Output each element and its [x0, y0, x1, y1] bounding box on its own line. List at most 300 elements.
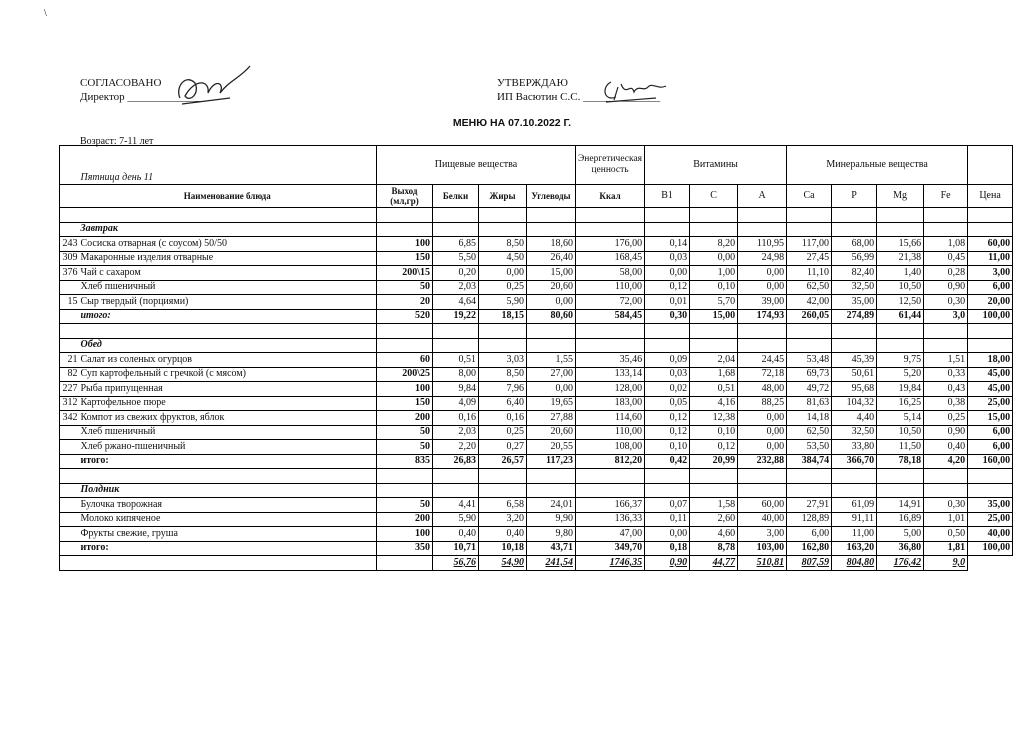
grand-fe: 9,0 — [924, 556, 968, 571]
empty-cell — [968, 469, 1013, 484]
empty-cell — [877, 469, 924, 484]
total-output: 835 — [377, 454, 433, 469]
dish-name: Компот из свежих фруктов, яблок — [79, 411, 377, 426]
empty-cell — [79, 469, 377, 484]
price: 25,00 — [968, 512, 1013, 527]
fat: 0,25 — [479, 280, 527, 295]
kcal: 72,00 — [576, 295, 645, 310]
total-a: 232,88 — [738, 454, 787, 469]
fat: 0,16 — [479, 411, 527, 426]
group-nutrients: Пищевые вещества — [377, 146, 576, 185]
vit-b1: 0,00 — [645, 266, 690, 281]
recipe-number: 227 — [60, 382, 79, 397]
fat: 6,58 — [479, 498, 527, 513]
ca: 69,73 — [787, 367, 832, 382]
total-b1: 0,18 — [645, 541, 690, 556]
vit-a: 48,00 — [738, 382, 787, 397]
empty-cell — [377, 324, 433, 339]
table-row — [60, 237, 1013, 252]
empty-cell — [479, 208, 527, 223]
kcal: 110,00 — [576, 280, 645, 295]
empty-cell — [787, 222, 832, 237]
age-label: Возраст: 7-11 лет — [80, 136, 154, 147]
mg: 15,66 — [877, 237, 924, 252]
fat: 0,00 — [479, 266, 527, 281]
vit-c: 0,51 — [690, 382, 738, 397]
price: 25,00 — [968, 396, 1013, 411]
total-kcal: 349,70 — [576, 541, 645, 556]
vit-a: 110,95 — [738, 237, 787, 252]
vit-b1: 0,07 — [645, 498, 690, 513]
section-title: Полдник — [79, 483, 377, 498]
table-row — [60, 411, 1013, 426]
recipe-number: 243 — [60, 237, 79, 252]
table-row — [60, 440, 1013, 455]
p: 33,80 — [832, 440, 877, 455]
empty-cell — [787, 208, 832, 223]
empty-cell — [968, 556, 1013, 571]
kcal: 166,37 — [576, 498, 645, 513]
empty-cell — [527, 338, 576, 353]
total-fe: 3,0 — [924, 309, 968, 324]
vit-c: 8,20 — [690, 237, 738, 252]
empty-cell — [690, 469, 738, 484]
empty-cell — [79, 324, 377, 339]
empty-cell — [877, 338, 924, 353]
vit-a: 0,00 — [738, 266, 787, 281]
ca: 6,00 — [787, 527, 832, 542]
vit-c: 0,10 — [690, 280, 738, 295]
dish-name: Картофельное пюре — [79, 396, 377, 411]
table-row — [60, 498, 1013, 513]
header-row-columns — [60, 185, 1013, 208]
mg: 12,50 — [877, 295, 924, 310]
output: 150 — [377, 251, 433, 266]
empty-cell — [479, 469, 527, 484]
vit-c: 0,12 — [690, 440, 738, 455]
dish-name: Булочка творожная — [79, 498, 377, 513]
fe: 0,38 — [924, 396, 968, 411]
price: 18,00 — [968, 353, 1013, 368]
vit-c: 4,16 — [690, 396, 738, 411]
empty-cell — [690, 208, 738, 223]
p: 56,99 — [832, 251, 877, 266]
grand-c: 44,77 — [690, 556, 738, 571]
total-carbs: 43,71 — [527, 541, 576, 556]
protein: 4,41 — [433, 498, 479, 513]
total-protein: 26,83 — [433, 454, 479, 469]
empty-cell — [479, 324, 527, 339]
output: 60 — [377, 353, 433, 368]
kcal: 183,00 — [576, 396, 645, 411]
empty-cell — [787, 324, 832, 339]
dish-name: Рыба припущенная — [79, 382, 377, 397]
empty-cell — [832, 469, 877, 484]
total-kcal: 584,45 — [576, 309, 645, 324]
protein: 6,85 — [433, 237, 479, 252]
vit-c: 0,00 — [690, 251, 738, 266]
fe: 1,08 — [924, 237, 968, 252]
section-title-row — [60, 338, 1013, 353]
grand-mg: 176,42 — [877, 556, 924, 571]
fat: 8,50 — [479, 367, 527, 382]
protein: 2,03 — [433, 425, 479, 440]
director-signature — [170, 58, 265, 113]
carbs: 20,55 — [527, 440, 576, 455]
kcal: 47,00 — [576, 527, 645, 542]
carbs: 26,40 — [527, 251, 576, 266]
ca: 117,00 — [787, 237, 832, 252]
director-line: Директор ______________ — [80, 91, 205, 103]
price: 45,00 — [968, 382, 1013, 397]
kcal: 108,00 — [576, 440, 645, 455]
empty-cell — [527, 469, 576, 484]
grand-protein: 56,76 — [433, 556, 479, 571]
empty-cell — [433, 324, 479, 339]
empty-cell — [433, 469, 479, 484]
vit-c: 5,70 — [690, 295, 738, 310]
kcal: 110,00 — [576, 425, 645, 440]
price: 11,00 — [968, 251, 1013, 266]
empty-cell — [377, 208, 433, 223]
mg: 5,00 — [877, 527, 924, 542]
recipe-number: 342 — [60, 411, 79, 426]
fe: 0,33 — [924, 367, 968, 382]
vit-a: 60,00 — [738, 498, 787, 513]
total-ca: 260,05 — [787, 309, 832, 324]
recipe-number: 376 — [60, 266, 79, 281]
total-p: 366,70 — [832, 454, 877, 469]
empty-cell — [924, 222, 968, 237]
empty-cell — [968, 483, 1013, 498]
group-energy: Энергетическая ценность — [576, 146, 645, 185]
empty-cell — [924, 338, 968, 353]
mg: 1,40 — [877, 266, 924, 281]
empty-cell — [738, 338, 787, 353]
ca: 42,00 — [787, 295, 832, 310]
grand-carbs: 241,54 — [527, 556, 576, 571]
total-c: 20,99 — [690, 454, 738, 469]
total-output: 520 — [377, 309, 433, 324]
dish-name: Чай с сахаром — [79, 266, 377, 281]
col-a: А — [738, 185, 787, 208]
table-row — [60, 280, 1013, 295]
grand-total-row — [60, 556, 1013, 571]
total-p: 163,20 — [832, 541, 877, 556]
p: 11,00 — [832, 527, 877, 542]
mg: 14,91 — [877, 498, 924, 513]
table-row — [60, 295, 1013, 310]
p: 95,68 — [832, 382, 877, 397]
empty-cell — [527, 222, 576, 237]
table-row — [60, 396, 1013, 411]
fe: 0,28 — [924, 266, 968, 281]
p: 104,32 — [832, 396, 877, 411]
p: 91,11 — [832, 512, 877, 527]
empty-cell — [645, 324, 690, 339]
kcal: 133,14 — [576, 367, 645, 382]
fe: 0,30 — [924, 498, 968, 513]
section-title-row — [60, 222, 1013, 237]
ca: 49,72 — [787, 382, 832, 397]
price: 6,00 — [968, 425, 1013, 440]
empty-cell — [968, 208, 1013, 223]
dish-name: Хлеб пшеничный — [79, 425, 377, 440]
output: 100 — [377, 527, 433, 542]
total-ca: 384,74 — [787, 454, 832, 469]
total-a: 103,00 — [738, 541, 787, 556]
empty-cell — [787, 483, 832, 498]
total-fe: 1,81 — [924, 541, 968, 556]
empty-cell — [877, 222, 924, 237]
empty-cell — [60, 469, 79, 484]
empty-cell — [433, 483, 479, 498]
total-b1: 0,42 — [645, 454, 690, 469]
total-a: 174,93 — [738, 309, 787, 324]
confirm-signature — [596, 62, 681, 107]
protein: 0,51 — [433, 353, 479, 368]
approved-label: СОГЛАСОВАНО — [80, 77, 162, 89]
carbs: 24,01 — [527, 498, 576, 513]
empty-cell — [832, 208, 877, 223]
vit-a: 40,00 — [738, 512, 787, 527]
table-row — [60, 425, 1013, 440]
recipe-number: 312 — [60, 396, 79, 411]
empty-cell — [79, 556, 377, 571]
spacer-row — [60, 469, 1013, 484]
recipe-number: 82 — [60, 367, 79, 382]
total-row — [60, 454, 1013, 469]
table-row — [60, 527, 1013, 542]
carbs: 20,60 — [527, 425, 576, 440]
vit-b1: 0,09 — [645, 353, 690, 368]
empty-cell — [924, 483, 968, 498]
empty-cell — [877, 483, 924, 498]
output: 200 — [377, 411, 433, 426]
fe: 0,90 — [924, 425, 968, 440]
col-p: Р — [832, 185, 877, 208]
protein: 2,03 — [433, 280, 479, 295]
carbs: 9,80 — [527, 527, 576, 542]
empty-cell — [433, 208, 479, 223]
section-title-row — [60, 483, 1013, 498]
output: 50 — [377, 425, 433, 440]
empty-cell — [738, 208, 787, 223]
mg: 5,14 — [877, 411, 924, 426]
fe: 1,01 — [924, 512, 968, 527]
total-row — [60, 309, 1013, 324]
empty-cell — [79, 208, 377, 223]
total-c: 8,78 — [690, 541, 738, 556]
protein: 4,64 — [433, 295, 479, 310]
kcal: 176,00 — [576, 237, 645, 252]
mg: 16,89 — [877, 512, 924, 527]
empty-cell — [832, 338, 877, 353]
ca: 11,10 — [787, 266, 832, 281]
empty-cell — [787, 338, 832, 353]
grand-kcal: 1746,35 — [576, 556, 645, 571]
empty-cell — [60, 556, 79, 571]
fat: 7,96 — [479, 382, 527, 397]
price: 45,00 — [968, 367, 1013, 382]
ca: 62,50 — [787, 425, 832, 440]
empty-cell — [527, 483, 576, 498]
total-price: 160,00 — [968, 454, 1013, 469]
output: 50 — [377, 280, 433, 295]
empty-cell — [377, 469, 433, 484]
dish-name: Молоко кипяченое — [79, 512, 377, 527]
total-mg: 36,80 — [877, 541, 924, 556]
vit-b1: 0,05 — [645, 396, 690, 411]
recipe-number: 21 — [60, 353, 79, 368]
empty-cell — [479, 483, 527, 498]
output: 200\25 — [377, 367, 433, 382]
spacer-row — [60, 324, 1013, 339]
total-ca: 162,80 — [787, 541, 832, 556]
empty-cell — [738, 222, 787, 237]
recipe-number — [60, 498, 79, 513]
fat: 0,40 — [479, 527, 527, 542]
empty-cell — [645, 483, 690, 498]
vit-a: 0,00 — [738, 280, 787, 295]
mg: 10,50 — [877, 425, 924, 440]
empty-cell — [60, 541, 79, 556]
col-fat: Жиры — [479, 185, 527, 208]
protein: 4,09 — [433, 396, 479, 411]
fe: 0,40 — [924, 440, 968, 455]
header-row-groups — [60, 146, 1013, 185]
vit-c: 0,10 — [690, 425, 738, 440]
vit-a: 0,00 — [738, 425, 787, 440]
fe: 0,90 — [924, 280, 968, 295]
empty-cell — [968, 338, 1013, 353]
col-b1: В1 — [645, 185, 690, 208]
carbs: 0,00 — [527, 295, 576, 310]
col-carbs: Углеводы — [527, 185, 576, 208]
table-row — [60, 266, 1013, 281]
carbs: 20,60 — [527, 280, 576, 295]
col-price: Цена — [968, 185, 1013, 208]
vit-c: 12,38 — [690, 411, 738, 426]
total-price: 100,00 — [968, 541, 1013, 556]
protein: 9,84 — [433, 382, 479, 397]
empty-cell — [576, 469, 645, 484]
scan-mark: \ — [44, 8, 47, 19]
empty-cell — [60, 324, 79, 339]
total-protein: 10,71 — [433, 541, 479, 556]
vit-b1: 0,14 — [645, 237, 690, 252]
ca: 14,18 — [787, 411, 832, 426]
vit-a: 24,45 — [738, 353, 787, 368]
col-mg: Mg — [877, 185, 924, 208]
carbs: 18,60 — [527, 237, 576, 252]
kcal: 168,45 — [576, 251, 645, 266]
fe: 1,51 — [924, 353, 968, 368]
total-price: 100,00 — [968, 309, 1013, 324]
empty-cell — [738, 324, 787, 339]
p: 45,39 — [832, 353, 877, 368]
output: 20 — [377, 295, 433, 310]
vit-a: 72,18 — [738, 367, 787, 382]
dish-name: Суп картофельный с гречкой (с мясом) — [79, 367, 377, 382]
vit-a: 0,00 — [738, 411, 787, 426]
empty-cell — [924, 324, 968, 339]
table-row — [60, 382, 1013, 397]
ca: 53,50 — [787, 440, 832, 455]
empty-cell — [924, 208, 968, 223]
empty-cell — [576, 208, 645, 223]
empty-cell — [60, 338, 79, 353]
ca: 27,45 — [787, 251, 832, 266]
price: 3,00 — [968, 266, 1013, 281]
carbs: 9,90 — [527, 512, 576, 527]
fe: 0,43 — [924, 382, 968, 397]
col-c: С — [690, 185, 738, 208]
protein: 5,90 — [433, 512, 479, 527]
total-c: 15,00 — [690, 309, 738, 324]
carbs: 27,00 — [527, 367, 576, 382]
dish-name: Хлеб ржано-пшеничный — [79, 440, 377, 455]
protein: 0,20 — [433, 266, 479, 281]
empty-cell — [377, 483, 433, 498]
kcal: 35,46 — [576, 353, 645, 368]
output: 100 — [377, 382, 433, 397]
carbs: 27,88 — [527, 411, 576, 426]
output: 50 — [377, 440, 433, 455]
price: 35,00 — [968, 498, 1013, 513]
vit-b1: 0,03 — [645, 367, 690, 382]
total-fat: 26,57 — [479, 454, 527, 469]
total-label: итого: — [79, 541, 377, 556]
empty-cell — [60, 208, 79, 223]
empty-cell — [527, 208, 576, 223]
empty-cell — [738, 469, 787, 484]
empty-cell — [645, 469, 690, 484]
fat: 0,25 — [479, 425, 527, 440]
vit-a: 3,00 — [738, 527, 787, 542]
fe: 0,50 — [924, 527, 968, 542]
vit-b1: 0,10 — [645, 440, 690, 455]
vit-b1: 0,12 — [645, 425, 690, 440]
vit-b1: 0,12 — [645, 411, 690, 426]
empty-cell — [576, 222, 645, 237]
dish-name: Сосиска отварная (с соусом) 50/50 — [79, 237, 377, 252]
vit-c: 4,60 — [690, 527, 738, 542]
day-label: Пятница день 11 — [79, 146, 377, 185]
protein: 5,50 — [433, 251, 479, 266]
total-output: 350 — [377, 541, 433, 556]
mg: 10,50 — [877, 280, 924, 295]
empty-cell — [690, 338, 738, 353]
group-minerals: Минеральные вещества — [787, 146, 968, 185]
price: 20,00 — [968, 295, 1013, 310]
p: 32,50 — [832, 425, 877, 440]
vit-a: 88,25 — [738, 396, 787, 411]
empty-cell — [60, 309, 79, 324]
ca: 27,91 — [787, 498, 832, 513]
total-mg: 61,44 — [877, 309, 924, 324]
price: 6,00 — [968, 280, 1013, 295]
empty-cell — [645, 222, 690, 237]
mg: 5,20 — [877, 367, 924, 382]
price: 60,00 — [968, 237, 1013, 252]
kcal: 58,00 — [576, 266, 645, 281]
vit-c: 1,00 — [690, 266, 738, 281]
empty-cell — [576, 324, 645, 339]
ca: 62,50 — [787, 280, 832, 295]
recipe-number — [60, 512, 79, 527]
menu-title: МЕНЮ НА 07.10.2022 Г. — [452, 117, 572, 129]
